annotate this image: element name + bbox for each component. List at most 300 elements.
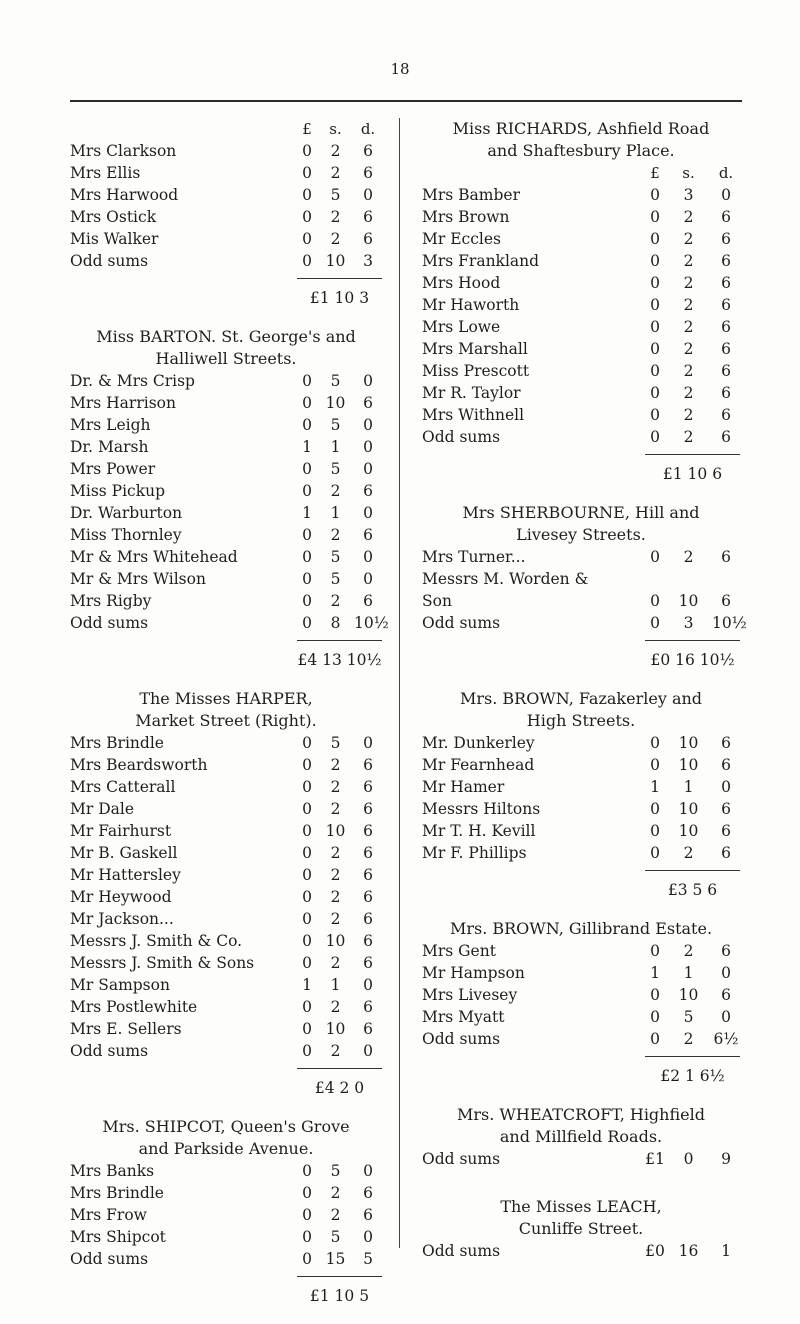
subscriber-row (70, 480, 382, 502)
amount-pounds: 0 (302, 252, 312, 270)
amount-shillings: 0 (683, 1150, 694, 1168)
amount-shillings: 2 (330, 482, 341, 500)
amount-shillings: 2 (683, 1030, 694, 1048)
subscriber-name: Mrs Withnell (422, 406, 525, 424)
amount-pence: 0 (363, 460, 373, 478)
amount-pence: 6 (363, 756, 373, 774)
subscriber-name: Mrs Harrison (70, 394, 176, 412)
amount-shillings: 10 (325, 252, 346, 270)
section-total: £0 16 10½ (645, 640, 740, 662)
subscriber-name: Mrs Myatt (422, 1008, 505, 1026)
currency-headers (297, 118, 382, 140)
amount (645, 228, 740, 250)
section-heading-line: Cunliffe Street. (518, 1219, 644, 1238)
amount-shillings: 10 (678, 734, 699, 752)
section-heading-line: and Shaftesbury Place. (487, 141, 675, 160)
subscriber-name: Mrs Power (70, 460, 156, 478)
section-heading (422, 502, 740, 546)
subscriber-row (70, 228, 382, 250)
subscriber-name: Mrs Rigby (70, 592, 152, 610)
amount-pence: 0 (363, 1228, 373, 1246)
subscriber-name: Odd sums (70, 1250, 149, 1268)
amount (645, 984, 740, 1006)
amount (645, 294, 740, 316)
subscriber-name: Dr. Marsh (70, 438, 149, 456)
subscriber-row (422, 250, 740, 272)
amount-pounds: 0 (302, 1184, 312, 1202)
amount-pounds: 0 (650, 1030, 660, 1048)
amount (297, 140, 382, 162)
subscriber-row (422, 842, 740, 864)
amount (297, 612, 389, 634)
amount-pence: 0 (363, 372, 373, 390)
subscriber-name: Mrs Shipcot (70, 1228, 166, 1246)
amount (297, 952, 382, 974)
subscriber-row (422, 754, 740, 776)
subscriber-row (70, 996, 382, 1018)
section-heading (422, 918, 740, 940)
amount-pounds: 0 (302, 1206, 312, 1224)
currency-header: £ (650, 164, 660, 182)
amount-pence: 6 (363, 800, 373, 818)
subscription-section (422, 1104, 740, 1170)
amount-pence: 10½ (354, 614, 389, 632)
amount-shillings: 2 (683, 296, 694, 314)
amount-pounds: 0 (302, 416, 312, 434)
amount (297, 864, 382, 886)
amount-shillings: 2 (330, 778, 341, 796)
amount (645, 382, 740, 404)
section-total: £1 10 5 (297, 1276, 382, 1298)
column-divider (399, 118, 400, 1248)
subscriber-row (70, 732, 382, 754)
amount-pence: 0 (363, 186, 373, 204)
subscriber-row (70, 612, 389, 634)
amount-pounds: 0 (302, 164, 312, 182)
subscriber-row (422, 228, 740, 250)
subscriber-row (70, 206, 382, 228)
section-heading (422, 1196, 740, 1240)
amount (645, 732, 740, 754)
amount (297, 502, 382, 524)
amount-pence: 0 (363, 438, 373, 456)
subscriber-name: Mrs Turner... (422, 548, 526, 566)
currency-header: s. (329, 120, 342, 138)
amount-pence: 6 (363, 1020, 373, 1038)
section-heading-line: and Millfield Roads. (499, 1127, 663, 1146)
section-total-row (422, 640, 740, 669)
section-total-row (422, 1056, 740, 1085)
amount-pounds: 0 (302, 230, 312, 248)
amount (645, 426, 740, 448)
amount-pence: 6 (721, 252, 731, 270)
amount-shillings: 10 (678, 592, 699, 610)
amount-pence: 6 (721, 844, 731, 862)
amount-pounds: 0 (650, 428, 660, 446)
amount-pence: 6 (721, 592, 731, 610)
section-heading (70, 688, 382, 732)
amount-pounds: 0 (302, 756, 312, 774)
amount (297, 886, 382, 908)
currency-header: d. (360, 120, 376, 138)
amount-pence: 6 (721, 208, 731, 226)
amount-pence: 0 (363, 570, 373, 588)
amount-pounds: 0 (650, 186, 660, 204)
subscriber-name: Mr Fearnhead (422, 756, 535, 774)
subscriber-name: Mr Hampson (422, 964, 525, 982)
amount-shillings: 1 (683, 964, 694, 982)
subscriber-row (422, 360, 740, 382)
subscriber-row (70, 524, 382, 546)
amount (645, 590, 740, 612)
amount-pence: 6½ (713, 1030, 739, 1048)
amount (297, 228, 382, 250)
subscriber-name: Mrs Ellis (70, 164, 141, 182)
amount (645, 184, 740, 206)
amount-shillings: 5 (330, 734, 341, 752)
subscriber-row (70, 1248, 382, 1270)
section-total: £3 5 6 (645, 870, 740, 892)
amount-pence: 0 (721, 964, 731, 982)
subscriber-row (422, 1006, 740, 1028)
right-column (422, 118, 747, 1288)
subscriber-row (70, 886, 382, 908)
amount-pence: 6 (721, 986, 731, 1004)
subscription-section (70, 326, 389, 669)
amount (297, 776, 382, 798)
subscriber-name: Mrs Livesey (422, 986, 518, 1004)
amount (645, 820, 740, 842)
subscriber-row (422, 206, 740, 228)
amount (297, 820, 382, 842)
amount-pence: 0 (363, 548, 373, 566)
amount-pounds: 0 (650, 592, 660, 610)
amount-shillings: 15 (325, 1250, 346, 1268)
amount-pounds: 0 (302, 208, 312, 226)
subscriber-name: Mrs Harwood (70, 186, 179, 204)
amount-pence: 6 (363, 142, 373, 160)
subscriber-name: Odd sums (422, 1030, 501, 1048)
amount-shillings: 2 (330, 526, 341, 544)
currency-header-row (422, 162, 740, 184)
subscriber-name: Mrs Leigh (70, 416, 151, 434)
subscriber-name: Dr. Warburton (70, 504, 183, 522)
amount-pence: 6 (721, 318, 731, 336)
amount-pence: 9 (721, 1150, 731, 1168)
subscriber-name: Mrs Brown (422, 208, 510, 226)
amount-shillings: 1 (330, 438, 341, 456)
subscriber-row (70, 436, 382, 458)
amount-pence: 6 (363, 592, 373, 610)
subscriber-row (422, 546, 740, 568)
section-heading-line: Mrs. WHEATCROFT, Highfield (457, 1105, 705, 1124)
amount (297, 568, 382, 590)
subscriber-name: Mrs Frankland (422, 252, 540, 270)
subscriber-row (422, 382, 740, 404)
amount-shillings: 2 (683, 318, 694, 336)
page-number: 18 (390, 60, 410, 78)
section-heading (70, 326, 382, 370)
subscriber-name: Messrs Hiltons (422, 800, 541, 818)
section-heading-line: Miss BARTON. St. George's and (96, 327, 356, 346)
amount-pence: 0 (721, 186, 731, 204)
section-total-row (70, 640, 382, 669)
amount (645, 1148, 740, 1170)
subscriber-name: Mr. Dunkerley (422, 734, 535, 752)
amount-pence: 5 (363, 1250, 373, 1268)
amount-pounds: 0 (302, 822, 312, 840)
section-total: £1 10 6 (645, 454, 740, 476)
amount-shillings: 2 (683, 384, 694, 402)
amount (297, 184, 382, 206)
amount-shillings: 2 (330, 998, 341, 1016)
amount-shillings: 2 (683, 230, 694, 248)
amount-shillings: 10 (325, 932, 346, 950)
section-heading-line: Mrs. SHIPCOT, Queen's Grove (102, 1117, 350, 1136)
amount-shillings: 2 (330, 866, 341, 884)
amount (297, 162, 382, 184)
amount (297, 1248, 382, 1270)
amount-pence: 6 (721, 384, 731, 402)
amount (297, 842, 382, 864)
section-heading-line: Miss RICHARDS, Ashfield Road (452, 119, 710, 138)
amount-pence: 6 (363, 778, 373, 796)
subscription-section (422, 688, 740, 899)
amount-pence: 6 (721, 296, 731, 314)
currency-header: £ (302, 120, 312, 138)
amount-shillings: 5 (330, 548, 341, 566)
subscriber-row (422, 404, 740, 426)
amount (297, 732, 382, 754)
amount-pounds: 0 (650, 822, 660, 840)
subscriber-row (70, 1204, 382, 1226)
amount-pounds: 0 (650, 986, 660, 1004)
subscriber-row (70, 952, 382, 974)
amount-shillings: 3 (683, 186, 694, 204)
subscriber-name: Mr Jackson... (70, 910, 174, 928)
subscriber-row (422, 316, 740, 338)
subscriber-name: Mrs Catterall (70, 778, 176, 796)
amount (297, 908, 382, 930)
amount (297, 1226, 382, 1248)
amount-shillings: 2 (330, 1184, 341, 1202)
amount-pounds: 0 (302, 482, 312, 500)
section-heading-line: Mrs. BROWN, Fazakerley and (459, 689, 703, 708)
amount-shillings: 5 (330, 372, 341, 390)
subscriber-name: Miss Thornley (70, 526, 182, 544)
subscriber-name: Mr Eccles (422, 230, 501, 248)
amount-pounds: 0 (650, 252, 660, 270)
subscriber-name: Messrs J. Smith & Sons (70, 954, 255, 972)
amount (645, 842, 740, 864)
amount-shillings: 3 (683, 614, 694, 632)
amount (645, 206, 740, 228)
amount-shillings: 5 (330, 186, 341, 204)
subscriber-row (422, 732, 740, 754)
amount-pounds: 1 (650, 778, 660, 796)
section-heading-line: and Parkside Avenue. (138, 1139, 314, 1158)
subscriber-name: Mrs Lowe (422, 318, 501, 336)
amount-pounds: 0 (650, 340, 660, 358)
amount-shillings: 10 (678, 800, 699, 818)
amount (645, 316, 740, 338)
amount-shillings: 5 (330, 416, 341, 434)
subscriber-row (422, 184, 740, 206)
subscriber-row (70, 908, 382, 930)
subscriber-row (70, 590, 382, 612)
amount (297, 458, 382, 480)
amount (297, 754, 382, 776)
amount-pounds: 0 (650, 614, 660, 632)
subscriber-name: Mrs Postlewhite (70, 998, 198, 1016)
amount-shillings: 5 (330, 1228, 341, 1246)
amount-shillings: 10 (678, 822, 699, 840)
amount-pence: 1 (721, 1242, 731, 1260)
amount-pence: 6 (363, 526, 373, 544)
top-rule (70, 100, 742, 102)
subscriber-name: Odd sums (70, 252, 149, 270)
amount (297, 1018, 382, 1040)
amount-pence: 6 (363, 164, 373, 182)
amount-pence: 3 (363, 252, 373, 270)
subscriber-row (422, 1148, 740, 1170)
amount (297, 590, 382, 612)
amount-shillings: 8 (330, 614, 341, 632)
amount-pounds: 0 (650, 800, 660, 818)
amount-shillings: 1 (330, 504, 341, 522)
amount-shillings: 16 (678, 1242, 699, 1260)
subscriber-name: Mrs Ostick (70, 208, 157, 226)
subscriber-row (70, 458, 382, 480)
subscriber-row (70, 754, 382, 776)
subscriber-name: Mrs E. Sellers (70, 1020, 182, 1038)
subscriber-name: Odd sums (70, 1042, 149, 1060)
amount (297, 1040, 382, 1062)
amount (297, 996, 382, 1018)
subscriber-name: Messrs M. Worden & (422, 570, 589, 588)
amount-pounds: 0 (302, 910, 312, 928)
amount-shillings: 2 (330, 230, 341, 248)
subscriber-name: Mr T. H. Kevill (422, 822, 536, 840)
currency-header-row (70, 118, 382, 140)
amount-pence: 0 (363, 416, 373, 434)
amount-shillings: 1 (683, 778, 694, 796)
section-heading (422, 118, 740, 162)
amount (297, 974, 382, 996)
section-heading-line: Mrs. BROWN, Gillibrand Estate. (449, 919, 713, 938)
subscriber-row (70, 162, 382, 184)
subscriber-name: Mr Haworth (422, 296, 520, 314)
amount (645, 612, 747, 634)
amount-pence: 6 (721, 340, 731, 358)
section-heading (422, 688, 740, 732)
subscriber-row (70, 370, 382, 392)
section-total: £4 13 10½ (297, 640, 382, 662)
amount (645, 360, 740, 382)
subscriber-row (70, 568, 382, 590)
subscriber-name: Mr R. Taylor (422, 384, 521, 402)
amount-pounds: 0 (302, 142, 312, 160)
amount-shillings: 2 (330, 1042, 341, 1060)
subscriber-row (422, 272, 740, 294)
subscriber-row (422, 612, 747, 634)
amount-pounds: 0 (302, 1250, 312, 1268)
amount-pence: 0 (721, 1008, 731, 1026)
amount-pounds: £0 (645, 1242, 665, 1260)
amount-shillings: 2 (330, 910, 341, 928)
amount-shillings: 2 (330, 888, 341, 906)
section-total-row (70, 278, 382, 307)
subscriber-row (70, 184, 382, 206)
section-heading-line: The Misses LEACH, (500, 1197, 662, 1216)
amount-pence: 6 (721, 800, 731, 818)
amount-pounds: 0 (302, 1162, 312, 1180)
subscriber-row (70, 1018, 382, 1040)
subscriber-row (70, 1160, 382, 1182)
subscriber-name: Mr Fairhurst (70, 822, 172, 840)
subscriber-name: Mrs Gent (422, 942, 496, 960)
subscriber-name: Son (422, 592, 452, 610)
amount-shillings: 2 (683, 548, 694, 566)
amount-pounds: 0 (302, 932, 312, 950)
amount-pounds: 0 (650, 318, 660, 336)
amount-pounds: 0 (302, 394, 312, 412)
subscription-section (422, 118, 740, 483)
amount-shillings: 2 (683, 362, 694, 380)
amount (645, 1006, 740, 1028)
amount-pounds: 0 (302, 1228, 312, 1246)
subscriber-name: Mr Hattersley (70, 866, 181, 884)
subscriber-name: Messrs J. Smith & Co. (70, 932, 243, 950)
subscriber-row (70, 1040, 382, 1062)
amount-shillings: 2 (683, 942, 694, 960)
subscriber-name: Mrs Clarkson (70, 142, 177, 160)
section-total-row (70, 1276, 382, 1305)
subscriber-name: Mr B. Gaskell (70, 844, 178, 862)
subscriber-row (70, 1182, 382, 1204)
subscriber-row (70, 820, 382, 842)
section-total: £1 10 3 (297, 278, 382, 300)
amount (297, 480, 382, 502)
amount-shillings: 2 (330, 844, 341, 862)
amount (297, 798, 382, 820)
amount (645, 1028, 740, 1050)
section-total: £2 1 6½ (645, 1056, 740, 1078)
subscriber-row (422, 1240, 740, 1262)
amount-pounds: 0 (302, 998, 312, 1016)
subscriber-row (70, 864, 382, 886)
amount-shillings: 2 (330, 592, 341, 610)
amount-shillings: 2 (683, 406, 694, 424)
amount-shillings: 5 (330, 460, 341, 478)
subscriber-row (70, 546, 382, 568)
amount-pounds: 0 (302, 734, 312, 752)
subscriber-name: Mrs Marshall (422, 340, 528, 358)
subscriber-row (422, 798, 740, 820)
subscriber-row (422, 1028, 740, 1050)
amount-pence: 6 (363, 998, 373, 1016)
subscription-section (70, 118, 382, 307)
subscriber-name: Mrs Hood (422, 274, 501, 292)
subscriber-row (70, 140, 382, 162)
amount (645, 338, 740, 360)
amount-shillings: 10 (325, 394, 346, 412)
amount-pence: 6 (721, 734, 731, 752)
section-total-row (422, 454, 740, 483)
currency-header: s. (682, 164, 695, 182)
subscriber-name: Odd sums (422, 1242, 501, 1260)
subscriber-name: Mrs Beardsworth (70, 756, 208, 774)
